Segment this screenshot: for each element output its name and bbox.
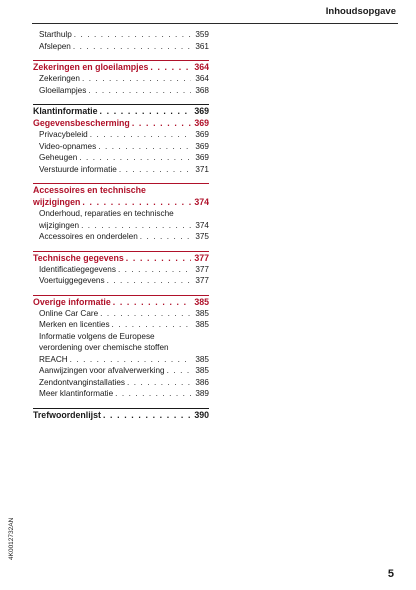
toc-entry-identificatiegegevens[interactable] [33, 264, 209, 276]
toc-entry-page: 377 [195, 276, 209, 285]
leader-dots [107, 275, 191, 287]
toc-entry-title: Identificatiegegevens [39, 264, 116, 274]
toc-entry-title: Voertuiggegevens [39, 276, 105, 285]
toc-entry-page: 377 [195, 264, 209, 274]
toc-entry-title: Zekeringen [39, 74, 80, 83]
leader-dots [119, 164, 191, 176]
toc-entry-title: Aanwijzingen voor afvalverwerking [39, 366, 165, 375]
toc-entry-page: 389 [195, 389, 209, 398]
leader-dots [167, 365, 191, 377]
toc-heading-trefwoordenlijst[interactable] [33, 409, 209, 421]
toc-heading-page: 374 [194, 197, 209, 207]
leader-dots [115, 388, 191, 400]
toc-entry-zendontvanginstallaties[interactable] [33, 377, 209, 389]
leader-dots [82, 73, 191, 85]
toc-entry-page: 385 [195, 308, 209, 318]
toc-entry-reach-line2[interactable] [33, 342, 209, 354]
toc-entry-afvalverwerking[interactable] [33, 365, 209, 377]
toc-entry-online-car-care[interactable] [33, 308, 209, 320]
table-of-contents [33, 29, 209, 421]
leader-dots [112, 319, 191, 331]
toc-entry-wijzigingen[interactable] [33, 220, 209, 232]
toc-entry-meer-klantinformatie[interactable] [33, 388, 209, 400]
toc-entry-merken-licenties[interactable] [33, 319, 209, 331]
toc-entry-title: Onderhoud, reparaties en technische [39, 209, 174, 218]
leader-dots [127, 377, 191, 389]
toc-entry-page: 369 [195, 130, 209, 139]
toc-entry-title: Online Car Care [39, 308, 99, 318]
toc-entry-voertuiggegevens[interactable] [33, 275, 209, 287]
toc-heading-gegevensbescherming[interactable] [33, 117, 209, 129]
leader-dots [100, 308, 191, 320]
toc-heading-title: Trefwoordenlijst [33, 409, 101, 420]
toc-heading-title: Zekeringen en gloeilampjes [33, 62, 149, 72]
leader-dots [82, 196, 191, 208]
toc-entry-page: 361 [195, 41, 209, 51]
toc-entry-geheugen[interactable] [33, 152, 209, 164]
toc-heading-page: 364 [194, 62, 209, 72]
toc-entry-video-opnames[interactable] [33, 141, 209, 153]
toc-entry-title: Verstuurde informatie [39, 164, 117, 174]
toc-entry-page: 374 [195, 220, 209, 230]
toc-entry-gloeilampjes[interactable] [33, 85, 209, 97]
toc-entry-page: 368 [195, 85, 209, 95]
toc-entry-title: Gloeilampjes [39, 85, 87, 95]
toc-entry-page: 385 [195, 320, 209, 329]
toc-entry-title: verordening over chemische stoffen [39, 343, 169, 352]
leader-dots [73, 41, 191, 53]
toc-entry-reach[interactable] [33, 354, 209, 366]
toc-entry-privacybeleid[interactable] [33, 129, 209, 141]
page-number: 5 [387, 568, 394, 580]
leader-dots [70, 354, 191, 366]
toc-entry-title: Geheugen [39, 153, 78, 162]
toc-entry-page: 369 [195, 141, 209, 151]
toc-entry-title: Video-opnames [39, 141, 97, 151]
leader-dots [132, 117, 191, 129]
toc-heading-title: Accessoires en technische [33, 185, 146, 195]
toc-entry-title: REACH [39, 354, 68, 364]
document-code: 4K0012732AN [8, 517, 15, 560]
leader-dots [81, 220, 191, 232]
toc-heading-page: 369 [194, 118, 209, 128]
leader-dots [150, 61, 191, 73]
header-rule [32, 23, 398, 24]
toc-entry-accessoires-onderdelen[interactable] [33, 231, 209, 243]
toc-heading-page: 369 [194, 106, 209, 116]
toc-heading-title: Technische gegevens [33, 252, 124, 263]
toc-entry-page: 371 [195, 164, 209, 174]
toc-entry-title: Starthulp [39, 30, 72, 39]
toc-entry-zekeringen[interactable] [33, 73, 209, 85]
toc-heading-technische-gegevens[interactable] [33, 252, 209, 264]
toc-heading-title: Overige informatie [33, 296, 111, 307]
toc-entry-title: wijzigingen [39, 220, 80, 230]
leader-dots [79, 152, 191, 164]
toc-heading-accessoires-line1[interactable] [33, 184, 209, 196]
toc-entry-page: 375 [195, 232, 209, 241]
toc-entry-page: 385 [195, 366, 209, 375]
leader-dots [118, 264, 191, 276]
toc-entry-title: Merken en licenties [39, 320, 110, 329]
leader-dots [100, 105, 191, 117]
leader-dots [103, 409, 191, 421]
leader-dots [88, 85, 191, 97]
toc-heading-page: 390 [194, 409, 209, 420]
leader-dots [140, 231, 191, 243]
toc-entry-page: 385 [195, 354, 209, 364]
leader-dots [90, 129, 191, 141]
toc-heading-title: Gegevensbescherming [33, 118, 130, 128]
toc-entry-onderhoud-line1[interactable] [33, 208, 209, 220]
toc-entry-page: 369 [195, 153, 209, 162]
toc-entry-title: Accessoires en onderdelen [39, 232, 138, 241]
toc-entry-title: Afslepen [39, 41, 71, 51]
toc-heading-page: 385 [194, 296, 209, 307]
toc-entry-title: Meer klantinformatie [39, 389, 114, 398]
leader-dots [113, 296, 191, 308]
toc-entry-verstuurde-informatie[interactable] [33, 164, 209, 176]
toc-entry-title: Zendontvanginstallaties [39, 377, 126, 387]
toc-heading-title: Klantinformatie [33, 106, 98, 116]
toc-heading-overige-informatie[interactable] [33, 296, 209, 308]
toc-entry-starthulp[interactable] [33, 29, 209, 41]
toc-entry-title: Privacybeleid [39, 130, 88, 139]
toc-entry-title: Informatie volgens de Europese [39, 331, 155, 341]
toc-entry-page: 386 [195, 377, 209, 387]
toc-entry-page: 364 [195, 74, 209, 83]
toc-heading-page: 377 [194, 252, 209, 263]
toc-entry-page: 359 [195, 30, 209, 39]
leader-dots [126, 252, 191, 264]
leader-dots [98, 141, 191, 153]
toc-heading-accessoires[interactable] [33, 196, 209, 208]
toc-heading-klantinformatie[interactable] [33, 105, 209, 117]
leader-dots [74, 29, 191, 41]
toc-heading-zekeringen[interactable] [33, 61, 209, 73]
toc-entry-reach-line1[interactable] [33, 331, 209, 343]
toc-entry-afslepen[interactable] [33, 41, 209, 53]
toc-heading-title: wijzigingen [33, 197, 81, 207]
header-title: Inhoudsopgave [325, 6, 396, 17]
